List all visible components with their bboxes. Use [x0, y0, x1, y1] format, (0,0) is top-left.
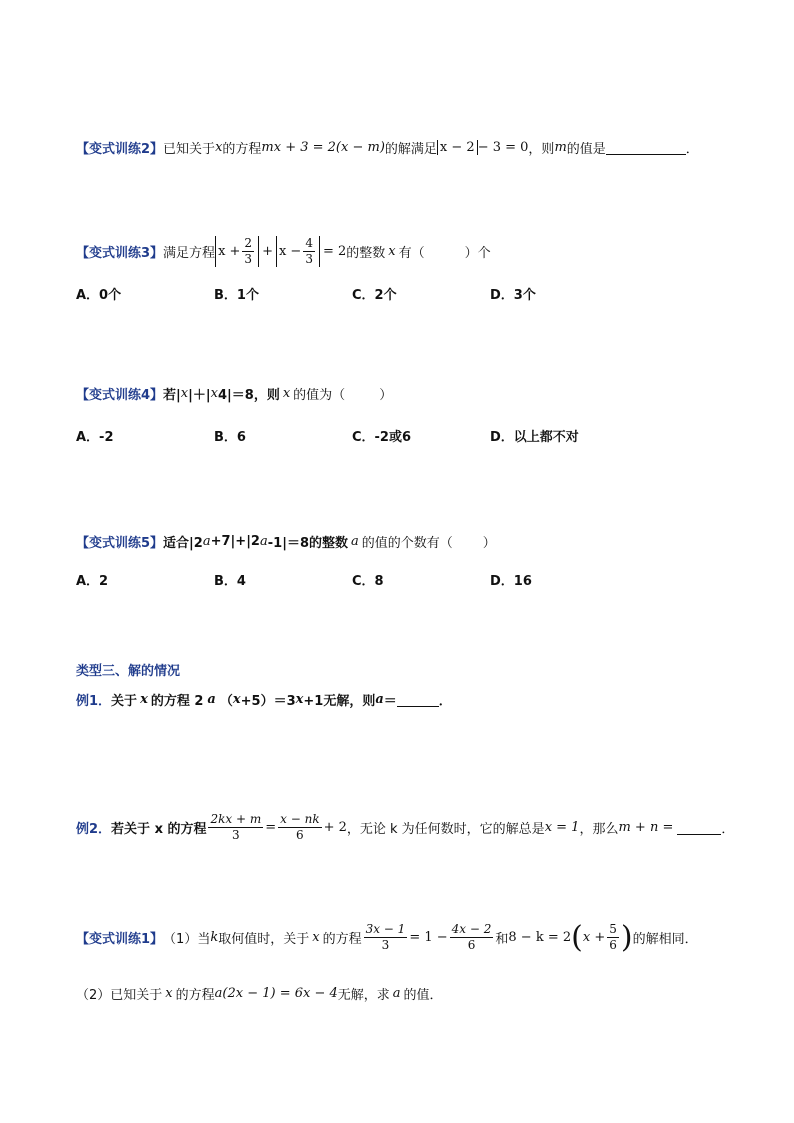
text: ＝	[383, 694, 397, 709]
left-paren: (	[571, 919, 583, 955]
variable-x: x	[210, 386, 218, 401]
option-d[interactable]: D．3个	[490, 288, 536, 303]
fraction	[303, 236, 315, 267]
variable-x: x	[282, 386, 291, 401]
text: ，则	[528, 142, 555, 157]
text: 的方程	[322, 932, 362, 947]
equation: mx + 3 = 2(x − m)	[261, 140, 385, 155]
equation-part: = 1 −	[409, 930, 448, 945]
option-b[interactable]: B．4	[214, 574, 246, 589]
text: 的值的个数有（	[361, 536, 453, 551]
problem-tag: 【变式训练2】	[76, 142, 164, 157]
text: ．	[721, 822, 735, 837]
text: +1无解，则	[303, 694, 376, 709]
option-c[interactable]: C．2个	[352, 288, 397, 303]
denominator: 3	[244, 252, 253, 266]
denominator: 3	[381, 938, 390, 952]
text: +5）＝3	[240, 694, 296, 709]
option-d[interactable]: D．以上都不对	[490, 430, 579, 445]
text: 的整数	[346, 246, 386, 261]
text: |＋|	[188, 388, 211, 403]
abs-prefix: x +	[218, 244, 241, 259]
problem-tag: 【变式训练3】	[76, 246, 164, 261]
denominator: 6	[609, 938, 617, 952]
problem-tag: 【变式训练4】	[76, 388, 164, 403]
text: 无解，求	[337, 988, 390, 1003]
equals: =	[265, 820, 277, 835]
text: 满足方程	[163, 246, 216, 261]
denominator: 3	[232, 828, 240, 842]
option-c[interactable]: C．8	[352, 574, 384, 589]
problem-variant-4	[76, 384, 392, 403]
example-tag: 例2．	[76, 822, 112, 837]
problem-variant-3	[76, 236, 491, 267]
variable-x: x	[312, 930, 320, 945]
equation-part: 8 − k = 2	[508, 930, 572, 945]
numerator: 2	[244, 236, 253, 250]
text: ，那么	[579, 822, 619, 837]
numerator: 2kx + m	[210, 812, 262, 826]
fraction-1	[364, 922, 408, 953]
fraction-1	[208, 812, 263, 843]
variable-a: a	[375, 692, 384, 707]
text: 关于	[111, 694, 138, 709]
text: 有（	[398, 246, 425, 261]
text: （1）当	[163, 932, 211, 947]
option-c[interactable]: C．-2或6	[352, 430, 412, 445]
abs-expression-1	[215, 236, 259, 267]
inner-expression: x +	[582, 930, 606, 945]
numerator: 4x − 2	[451, 922, 492, 936]
variable-x: x	[232, 692, 241, 707]
variable-a: a	[351, 534, 359, 549]
section-title: 类型三、解的情况	[76, 664, 181, 679]
option-a[interactable]: A．0个	[76, 288, 122, 303]
sum-expression: m + n =	[618, 820, 674, 835]
variable-a: a	[207, 692, 216, 707]
variable-a: a	[202, 534, 211, 549]
plus-term: + 2	[323, 820, 347, 835]
variable-a: a	[392, 986, 401, 1001]
text: 若|	[163, 388, 181, 403]
text: 取何值时，关于	[218, 932, 310, 947]
problem-tag: 【变式训练1】	[76, 932, 164, 947]
numerator: 5	[609, 922, 617, 936]
text: ．	[438, 694, 452, 709]
text: ）	[482, 536, 496, 551]
problem-variant-2	[76, 138, 699, 157]
text: 的方程	[175, 988, 215, 1003]
fraction-3	[607, 922, 619, 953]
example-2	[76, 812, 734, 843]
denominator: 6	[467, 938, 476, 952]
numerator: 4	[305, 236, 313, 250]
variable-x: x	[140, 692, 148, 707]
abs-prefix: x −	[278, 244, 302, 259]
option-d[interactable]: D．16	[490, 574, 532, 589]
equals: = 2	[322, 244, 347, 259]
text: 的解满足	[384, 142, 437, 157]
right-paren: )	[620, 919, 633, 955]
option-b[interactable]: B．6	[214, 430, 246, 445]
text: 适合|2	[163, 536, 203, 551]
problem-tag: 【变式训练5】	[76, 536, 164, 551]
variable-x: x	[165, 986, 173, 1001]
answer-blank[interactable]	[677, 821, 721, 835]
text: 4|＝8，则	[217, 388, 280, 403]
condition-rest: − 3 = 0	[477, 140, 529, 155]
variable-x: x	[180, 386, 189, 401]
text: ）个	[464, 246, 491, 261]
variant-1-question-2	[76, 984, 443, 1003]
text: 和	[495, 932, 509, 947]
answer-blank[interactable]	[606, 141, 686, 155]
plus: +	[262, 244, 273, 259]
text: 的值．	[403, 988, 443, 1003]
text: ）	[379, 388, 393, 403]
variant-1-question-1	[76, 919, 698, 955]
answer-blank[interactable]	[397, 693, 439, 707]
text: （2）已知关于	[76, 988, 163, 1003]
text: 的值为（	[293, 388, 346, 403]
abs-expression: x − 2	[437, 140, 478, 155]
text: 的解相同．	[632, 932, 698, 947]
text: -1|＝8的整数	[267, 536, 348, 551]
denominator: 3	[305, 252, 313, 266]
example-1	[76, 690, 452, 709]
numerator: x − nk	[280, 812, 320, 826]
equation: a(2x − 1) = 6x − 4	[214, 986, 338, 1001]
option-a[interactable]: A．-2	[76, 430, 114, 445]
variable-x: x	[215, 140, 223, 155]
text: 的方程 2	[150, 694, 204, 709]
text: ．	[685, 142, 699, 157]
example-tag: 例1．	[76, 694, 112, 709]
variable-k: k	[210, 930, 219, 945]
text: 的值是	[566, 142, 606, 157]
problem-variant-5	[76, 532, 496, 551]
option-a[interactable]: A．2	[76, 574, 109, 589]
text: 若关于 x 的方程	[111, 822, 207, 837]
denominator: 6	[296, 828, 304, 842]
variable-x: x	[295, 692, 304, 707]
fraction-2	[278, 812, 321, 843]
text: 的方程	[222, 142, 262, 157]
variable-m: m	[554, 140, 567, 155]
text: （	[219, 694, 233, 709]
text: +7|+|2	[210, 534, 260, 549]
fraction	[242, 236, 254, 267]
solution-expression: x = 1	[544, 820, 580, 835]
abs-expression-2	[276, 236, 320, 267]
variable-x: x	[388, 244, 396, 259]
option-b[interactable]: B．1个	[214, 288, 259, 303]
fraction-2	[450, 922, 494, 953]
variable-a: a	[259, 534, 268, 549]
text: ，无论 k 为任何数时，它的解总是	[346, 822, 545, 837]
text: 已知关于	[163, 142, 216, 157]
numerator: 3x − 1	[365, 922, 406, 936]
